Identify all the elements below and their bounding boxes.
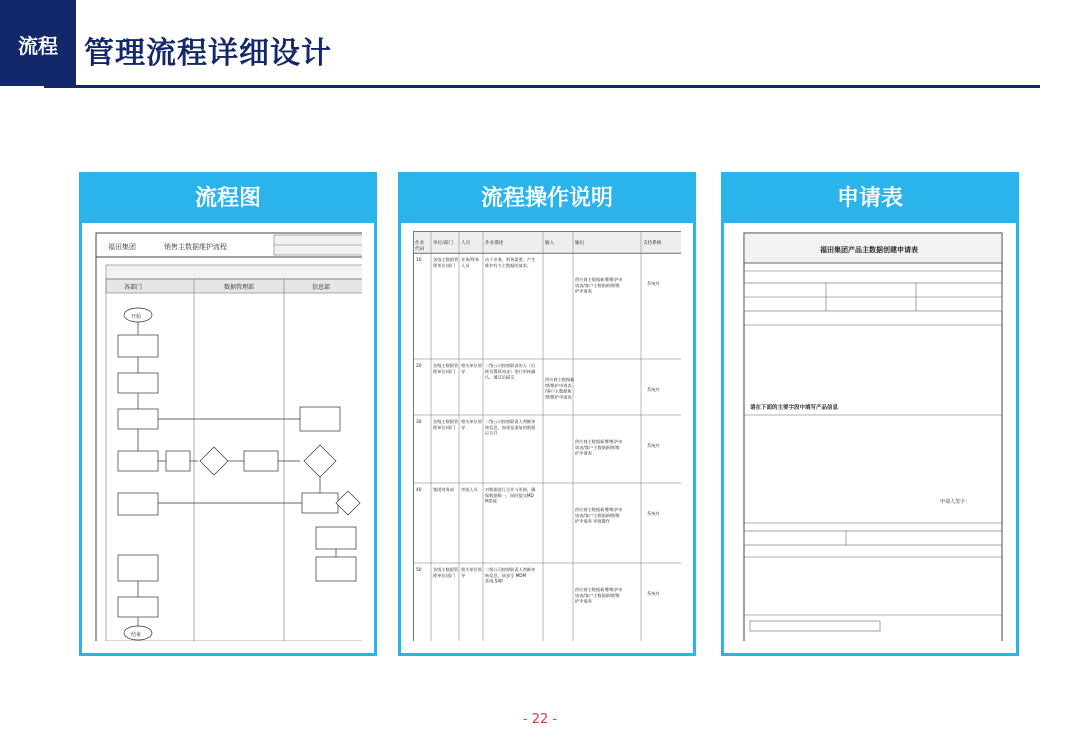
table-cell-code: 50 xyxy=(416,568,422,573)
table-cell-system: 系统外 xyxy=(647,591,660,596)
table-cell-code: 10 xyxy=(416,258,422,263)
application-form xyxy=(736,231,1004,641)
table-header-cell: 单位/部门 xyxy=(433,241,453,246)
form-panel xyxy=(721,172,1019,656)
table-cell-system: 系统外 xyxy=(647,387,660,392)
table-header-cell: 输入 xyxy=(545,241,555,246)
table-cell-role: 业务/财务人员 xyxy=(461,257,480,268)
table-cell-code: 30 xyxy=(416,420,422,425)
form-note: 请在下面的主要字段中填写产品信息 xyxy=(750,405,839,411)
table-cell-dept: 各级主数据管理单位/部门 xyxy=(433,363,459,374)
table-cell-system: 系统外 xyxy=(647,281,660,286)
table-cell-role: 相关单位领导 xyxy=(461,567,482,578)
table-cell-desc: 二级公司按照职责人判断审核信息，同步至 MDM 系统 SAP xyxy=(485,567,536,584)
table-cell-output: 供应商主数据新增/维护申请表/客户主数据新增/维护申请表 xyxy=(575,277,623,294)
section-tag xyxy=(0,0,76,86)
end-node: 结束 xyxy=(131,632,142,638)
lane-label: 信息部 xyxy=(312,284,331,291)
table-cell-system: 系统外 xyxy=(647,443,660,448)
table-header-cell: 人员 xyxy=(461,241,471,246)
operations-panel xyxy=(398,172,696,656)
flowchart-doc-title: 福田集团 销售主数据维护流程 xyxy=(108,243,227,251)
table-cell-role: 审批人员 xyxy=(461,487,478,492)
start-node: 开始 xyxy=(131,314,142,320)
table-cell-role: 相关单位领导 xyxy=(461,363,482,374)
operations-panel-title: 流程操作说明 xyxy=(401,175,693,223)
table-cell-role: 相关单位领导 xyxy=(461,419,482,430)
flowchart-thumbnail xyxy=(94,231,362,641)
table-cell-desc: 二级公司按照职责人判断审核信息，如果是重复的数据应合并 xyxy=(485,419,536,436)
table-header-cell: 支持系统 xyxy=(643,241,662,246)
operations-thumbnail xyxy=(413,231,681,641)
table-header-cell: 作业描述 xyxy=(485,241,504,246)
title-divider xyxy=(44,85,1040,88)
table-cell-input: 供应商主数据新增/维护申请表/客户主数据新增/维护申请表 xyxy=(545,377,575,400)
page-number: - 22 - xyxy=(522,712,558,727)
lane-label: 各部门 xyxy=(124,284,143,291)
table-cell-dept: 集团财务部 xyxy=(433,487,454,492)
table-cell-dept: 各级主数据管理单位/部门 xyxy=(433,567,459,578)
table-header-cell: 作业代码 xyxy=(415,241,425,253)
table-cell-system: 系统外 xyxy=(647,511,660,516)
table-cell-output: 供应商主数据新增/维护申请表/客户主数据新增/维护申请表 xyxy=(575,587,623,604)
table-cell-desc: 由于业务、财务需要，产生维护有关主数据的请求； xyxy=(485,257,536,268)
operations-table xyxy=(413,231,681,641)
flowchart-panel-title: 流程图 xyxy=(82,175,374,223)
lane-label: 数据管理部 xyxy=(224,284,255,291)
form-panel-title: 申请表 xyxy=(724,175,1016,223)
table-cell-output: 供应商主数据新增/维护申请表/客户主数据新增/维护申请表 审批操作 xyxy=(575,507,623,524)
table-cell-desc: 对数据进行合并与更新，确保数据唯一，同时提交MD M系统 xyxy=(485,487,536,504)
table-cell-code: 20 xyxy=(416,364,422,369)
form-sign-label: 申请人签字： xyxy=(940,499,971,505)
flowchart-diagram xyxy=(94,231,362,641)
flowchart-panel xyxy=(79,172,377,656)
form-thumbnail xyxy=(736,231,1004,641)
page-title: 管理流程详细设计 xyxy=(84,36,332,71)
section-tag-label: 流程 xyxy=(18,34,58,58)
table-cell-dept: 各级主数据管理单位/部门 xyxy=(433,419,459,430)
table-cell-dept: 各级主数据管理单位/部门 xyxy=(433,257,459,268)
table-header-cell: 输出 xyxy=(575,241,585,246)
table-cell-desc: 二级公司按照职责的人（后续设置时同步）进行审核确认，通过后提交 xyxy=(485,363,536,380)
form-title: 福田集团产品主数据创建申请表 xyxy=(820,246,918,254)
table-cell-output: 供应商主数据新增/维护申请表/客户主数据新增/维护申请表 xyxy=(575,439,623,456)
table-cell-code: 40 xyxy=(416,488,422,493)
